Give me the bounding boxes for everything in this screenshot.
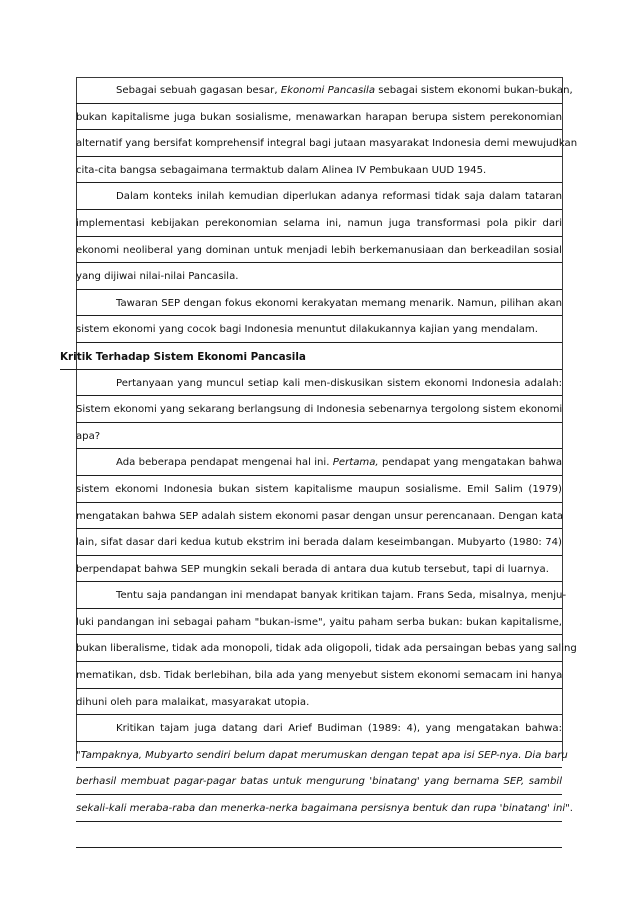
text-segment: alternatif yang bersifat komprehensif integral bagi jutaan masyarakat Indonesia demi mewujudkan: [76, 138, 578, 150]
text-line: [76, 237, 562, 264]
text-segment: Kritikan tajam juga datang dari Arief Budiman (1989: 4), yang mengatakan bahwa:: [116, 723, 562, 735]
text-line: [76, 396, 562, 423]
text-segment: pendapat yang mengatakan bahwa: [378, 457, 563, 469]
italic-text: berhasil membuat pagar-pagar batas untuk mengurung 'binatang' yang bernama SEP, sambil: [76, 776, 562, 788]
text-line: [76, 503, 562, 530]
text-segment: Dalam konteks inilah kemudian diperlukan adanya reformasi tidak saja dalam tataran: [116, 191, 562, 203]
text-segment: sistem ekonomi yang cocok bagi Indonesia menuntut dilakukannya kajian yang mendalam.: [76, 324, 538, 336]
text-line: [76, 556, 562, 583]
text-segment: Ada beberapa pendapat mengenai hal ini.: [116, 457, 333, 469]
text-segment: Sebagai sebuah gagasan besar,: [116, 85, 281, 96]
text-segment: implementasi kebijakan perekonomian selama ini, namun juga transformasi pola pikir dari: [76, 217, 562, 229]
text-line: [76, 689, 562, 716]
document-body: [60, 77, 578, 848]
text-segment: luki pandangan ini sebagai paham "bukan-isme", yaitu paham serba bukan: bukan kapitalisme,: [76, 616, 562, 628]
text-segment: Kritik Terhadap Sistem Ekonomi Pancasila: [60, 350, 306, 363]
text-line: [76, 449, 562, 476]
text-line: [76, 635, 577, 662]
text-line: [76, 715, 562, 742]
text-line: [76, 316, 562, 343]
text-line: [76, 795, 574, 822]
text-line: [76, 104, 562, 131]
text-line: [76, 370, 562, 397]
italic-text: Pertama,: [332, 457, 379, 469]
text-segment: sebagai sistem ekonomi bukan-bukan,: [375, 85, 573, 96]
text-line: [76, 582, 567, 609]
text-segment: cita-cita bangsa sebagaimana termaktub dalam Alinea IV Pembukaan UUD 1945.: [76, 164, 487, 176]
text-segment: lain, sifat dasar dari kedua kutub ekstrim ini berada dalam keseimbangan. Mubyarto (1980: 74): [76, 537, 562, 549]
text-segment: mematikan, dsb. Tidak berlebihan, bila ada yang menyebut sistem ekonomi semacam ini hanya: [76, 670, 563, 682]
text-line: [76, 77, 573, 104]
text-line: [76, 210, 562, 237]
italic-text: "Tampaknya, Mubyarto sendiri belum dapat merumuskan dengan tepat apa isi SEP-nya. Dia baru: [76, 749, 568, 761]
text-line: [76, 157, 562, 184]
text-line: [76, 742, 568, 769]
text-segment: sistem ekonomi Indonesia bukan sistem kapitalisme maupun sosialisme. Emil Salim (1979): [76, 483, 562, 495]
text-segment: bukan liberalisme, tidak ada monopoli, tidak ada oligopoli, tidak ada persaingan bebas yang saling: [76, 643, 577, 655]
italic-text: sekali-kali meraba-raba dan menerka-nerka bagaimana persisnya bentuk dan rupa 'binatang' ini: [76, 803, 566, 815]
text-segment: ekonomi neoliberal yang dominan untuk menjadi lebih berkemanusiaan dan berkeadilan sosial: [76, 244, 562, 256]
text-segment: apa?: [76, 430, 101, 442]
text-line: [76, 609, 562, 636]
text-segment: Tawaran SEP dengan fokus ekonomi kerakyatan memang menarik. Namun, pilihan akan: [116, 297, 562, 309]
text-segment: berpendapat bahwa SEP mungkin sekali berada di antara dua kutub tersebut, tapi di luarnya.: [76, 563, 549, 575]
text-segment: bukan kapitalisme juga bukan sosialisme, menawarkan harapan berupa sistem perekonomian: [76, 111, 562, 123]
text-line: [76, 529, 562, 556]
text-segment: mengatakan bahwa SEP adalah sistem ekonomi pasar dengan unsur perencanaan. Dengan kata: [76, 510, 564, 522]
text-segment: dihuni oleh para malaikat, masyarakat utopia.: [76, 696, 310, 708]
text-segment: Sistem ekonomi yang sekarang berlangsung di Indonesia sebenarnya tergolong sistem ekonomi: [76, 404, 563, 416]
section-heading: [60, 343, 562, 370]
text-line: [76, 768, 562, 795]
text-segment: Tentu saja pandangan ini mendapat banyak kritikan tajam. Frans Seda, misalnya, menju-: [116, 590, 567, 602]
text-line: [76, 423, 562, 450]
text-line: [76, 130, 578, 157]
text-line: [76, 822, 562, 849]
text-line: [76, 183, 562, 210]
italic-text: Ekonomi Pancasila: [280, 85, 376, 96]
text-line: [76, 662, 562, 689]
text-line: [76, 290, 562, 317]
text-segment: ".: [565, 803, 574, 815]
text-line: [76, 263, 562, 290]
text-segment: yang dijiwai nilai-nilai Pancasila.: [76, 271, 239, 283]
text-line: [76, 476, 562, 503]
right-rule: [562, 77, 563, 761]
text-segment: Pertanyaan yang muncul setiap kali men-diskusikan sistem ekonomi Indonesia adalah:: [116, 377, 562, 389]
